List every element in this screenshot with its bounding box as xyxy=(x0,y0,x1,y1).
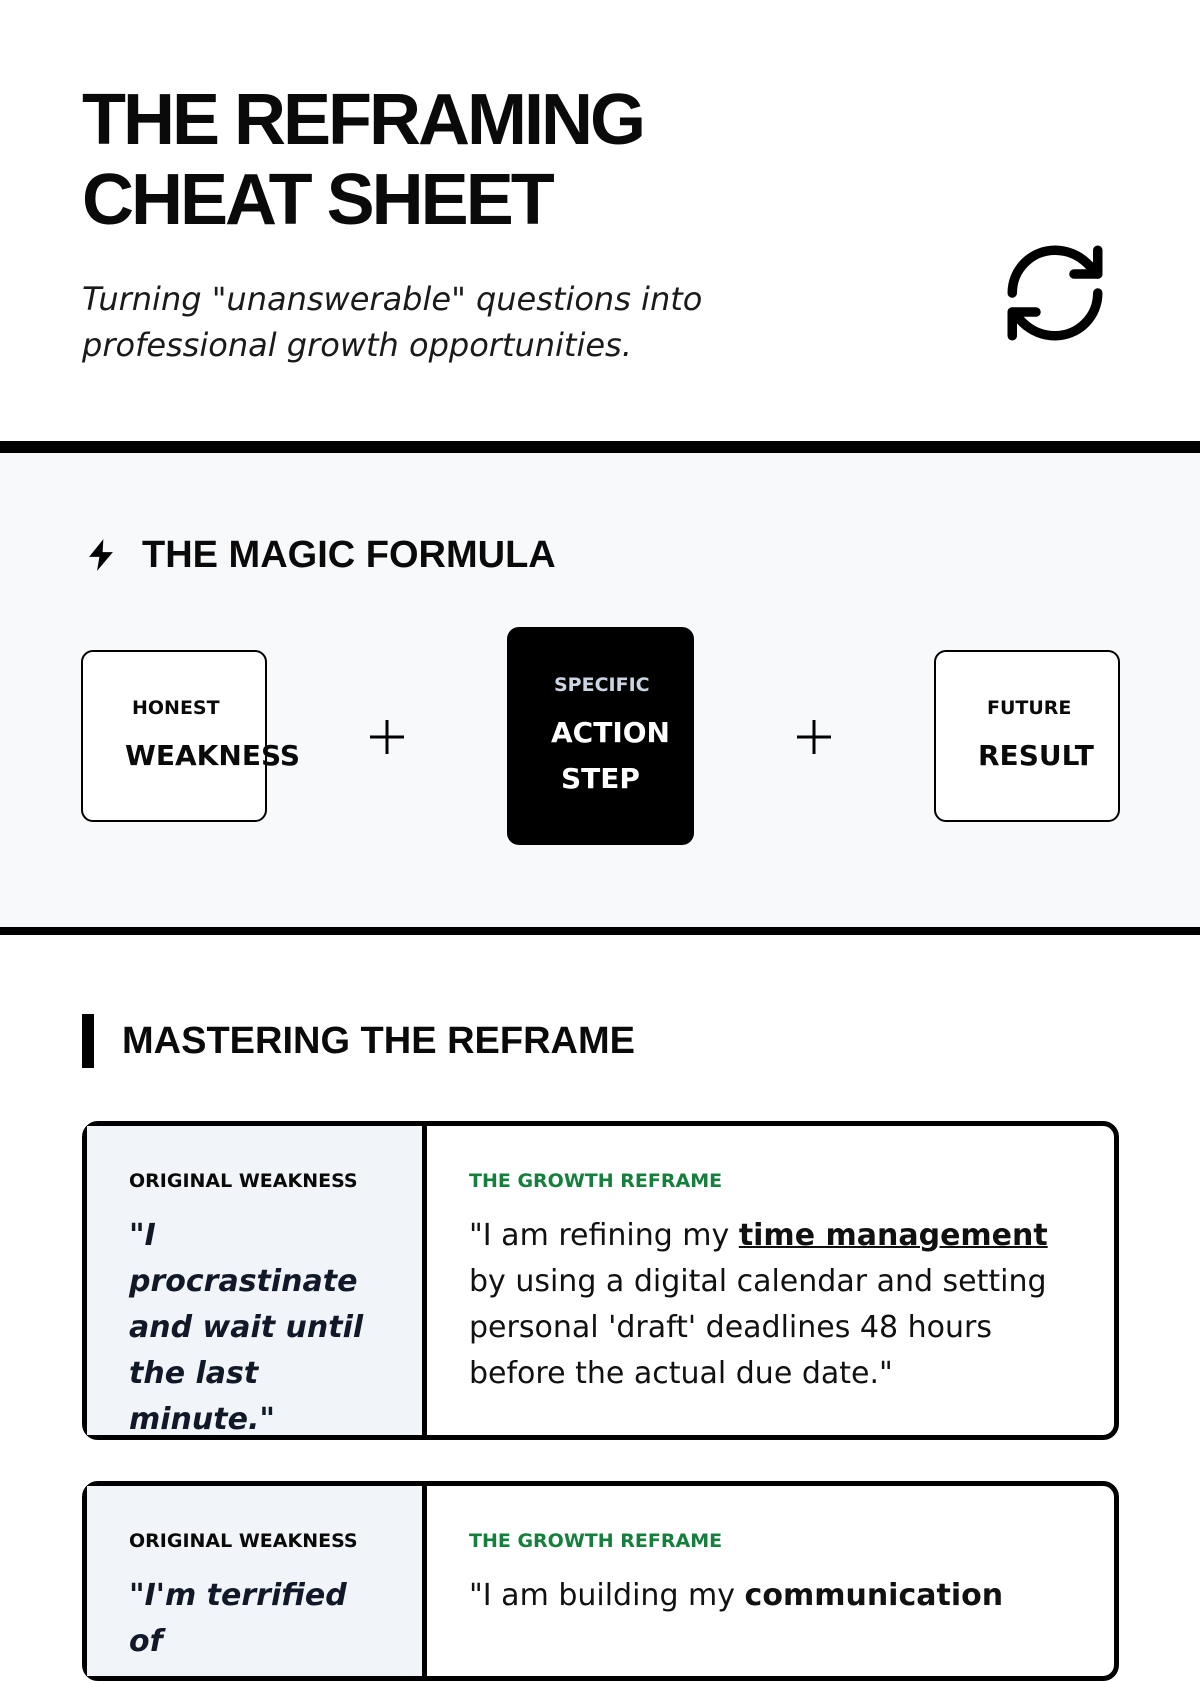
reframe-card xyxy=(82,1121,1119,1440)
plus-icon xyxy=(368,718,406,756)
reframe-keyword: communication xyxy=(744,1578,1004,1613)
formula-box-weakness xyxy=(81,650,301,822)
reframe-panel xyxy=(427,1486,1114,1676)
formula-box-weakness-big: WEAKNESS xyxy=(125,739,301,772)
magic-formula-section xyxy=(0,453,1200,927)
formula-box-action-big-1: ACTION xyxy=(551,716,670,749)
formula-box-result-big: RESULT xyxy=(978,739,1094,772)
reframe-panel xyxy=(427,1126,1114,1435)
formula-box-action-small: SPECIFIC xyxy=(554,674,650,696)
header-divider xyxy=(0,441,1200,453)
title-line-2: CHEAT SHEET xyxy=(82,160,552,240)
title-line-1: THE REFRAMING xyxy=(82,80,643,160)
mastering-heading xyxy=(82,1014,635,1068)
weakness-panel xyxy=(87,1486,427,1676)
reframe-text-start: "I am building my xyxy=(469,1578,745,1613)
reframe-text-end: by using a digital calendar and setting personal 'draft' deadlines 48 hours before the actual due date." xyxy=(469,1264,1047,1391)
mastering-title: MASTERING THE REFRAME xyxy=(122,1020,635,1062)
growth-reframe-label: THE GROWTH REFRAME xyxy=(469,1530,723,1552)
weakness-quote: "I procrastinate and wait until the last minute." xyxy=(129,1218,364,1437)
header xyxy=(0,0,1200,441)
formula-box-result-small: FUTURE xyxy=(987,697,1072,719)
reframe-text-start: "I am refining my xyxy=(469,1218,739,1253)
page-subtitle: Turning "unanswerable" questions into professional growth opportunities. xyxy=(82,280,703,364)
bolt-icon xyxy=(82,534,120,576)
growth-reframe-label: THE GROWTH REFRAME xyxy=(469,1170,723,1192)
page-title xyxy=(82,80,802,240)
reframe-text xyxy=(469,1573,1074,1619)
original-weakness-label: ORIGINAL WEAKNESS xyxy=(129,1530,358,1552)
formula-box-action xyxy=(507,627,694,845)
formula-heading xyxy=(82,533,556,577)
formula-box-weakness-small: HONEST xyxy=(132,697,220,719)
heading-accent-bar xyxy=(82,1014,94,1068)
formula-divider xyxy=(0,927,1200,935)
reframe-keyword: time management xyxy=(738,1218,1048,1253)
formula-title: THE MAGIC FORMULA xyxy=(142,534,556,576)
formula-box-result xyxy=(934,650,1120,822)
original-weakness-label: ORIGINAL WEAKNESS xyxy=(129,1170,358,1192)
reframe-text xyxy=(469,1213,1074,1397)
formula-box-action-big-2: STEP xyxy=(561,762,640,795)
weakness-quote: "I'm terrified of xyxy=(129,1578,347,1659)
weakness-panel xyxy=(87,1126,427,1435)
plus-icon xyxy=(795,718,833,756)
reframe-card xyxy=(82,1481,1119,1681)
refresh-icon xyxy=(998,236,1112,350)
